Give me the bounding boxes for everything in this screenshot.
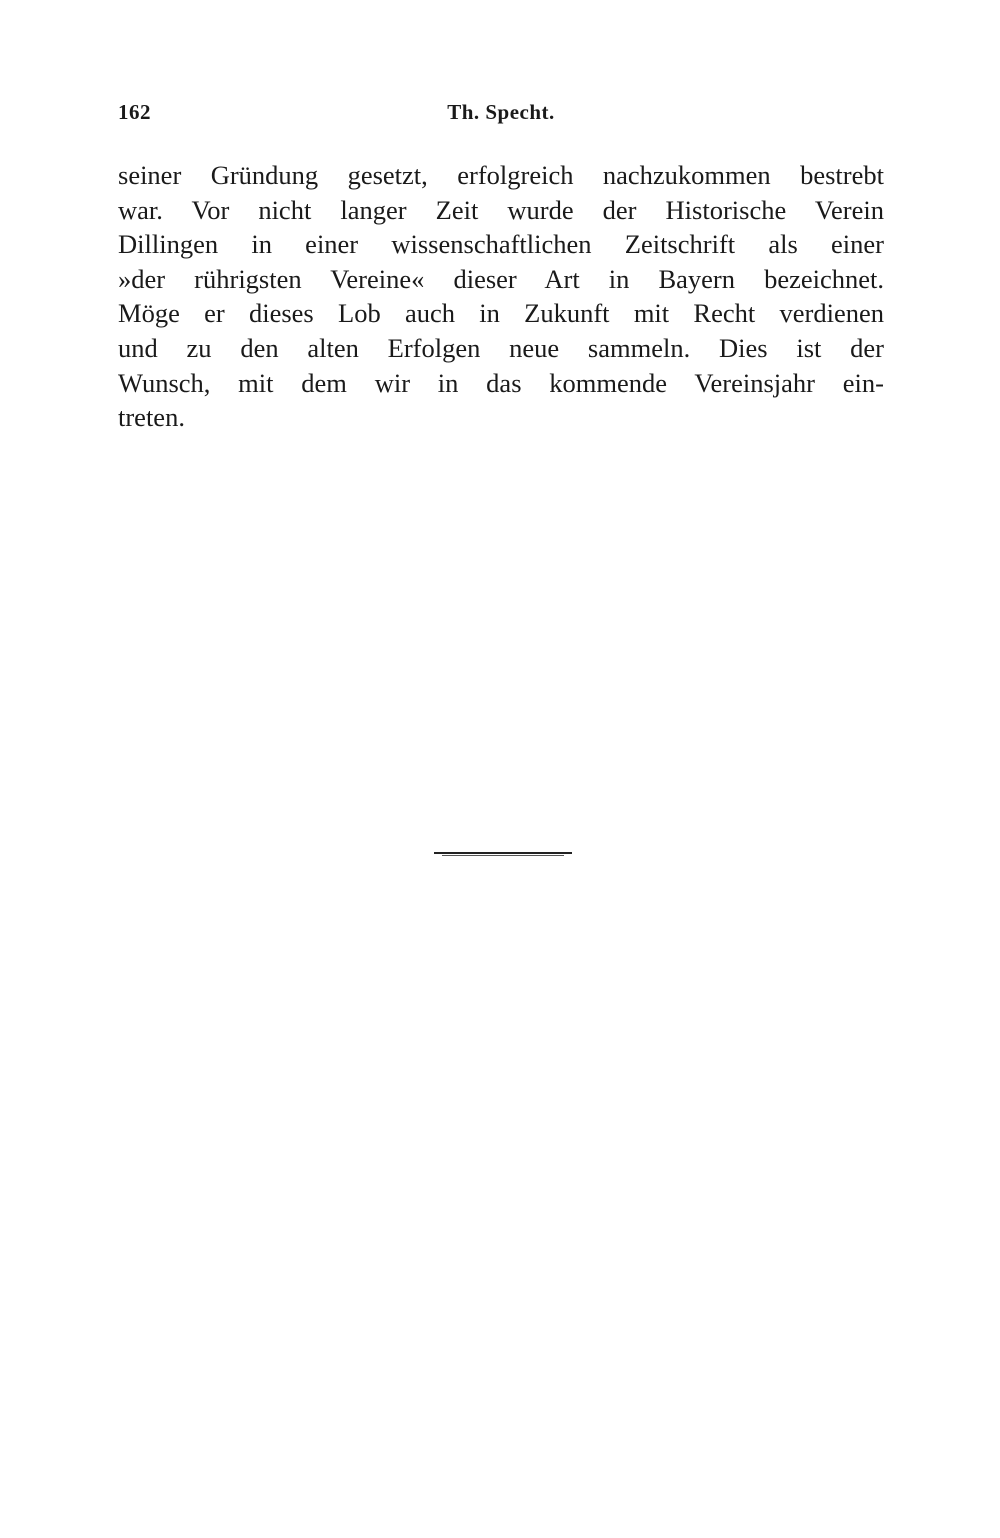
text-line: Dillingen in einer wissenschaftlichen Zeitschrift als einer (118, 229, 884, 260)
text-line: und zu den alten Erfolgen neue sammeln. Dies ist der (118, 332, 884, 363)
text-line: »der rührigsten Vereine« dieser Art in Bayern bezeichnet. (118, 263, 884, 294)
body-text (118, 158, 884, 435)
running-head (118, 100, 884, 132)
end-rule-divider (434, 852, 572, 854)
page-number: 162 (118, 100, 151, 124)
text-line: Möge er dieses Lob auch in Zukunft mit Recht verdienen (118, 298, 884, 329)
text-line: war. Vor nicht langer Zeit wurde der Historische Verein (118, 194, 884, 225)
running-head-author: Th. Specht. (447, 100, 555, 124)
text-line: seiner Gründung gesetzt, erfolgreich nachzukommen bestrebt (118, 160, 884, 190)
text-line: treten. (118, 402, 185, 433)
text-line: Wunsch, mit dem wir in das kommende Vereinsjahr ein- (118, 367, 884, 398)
